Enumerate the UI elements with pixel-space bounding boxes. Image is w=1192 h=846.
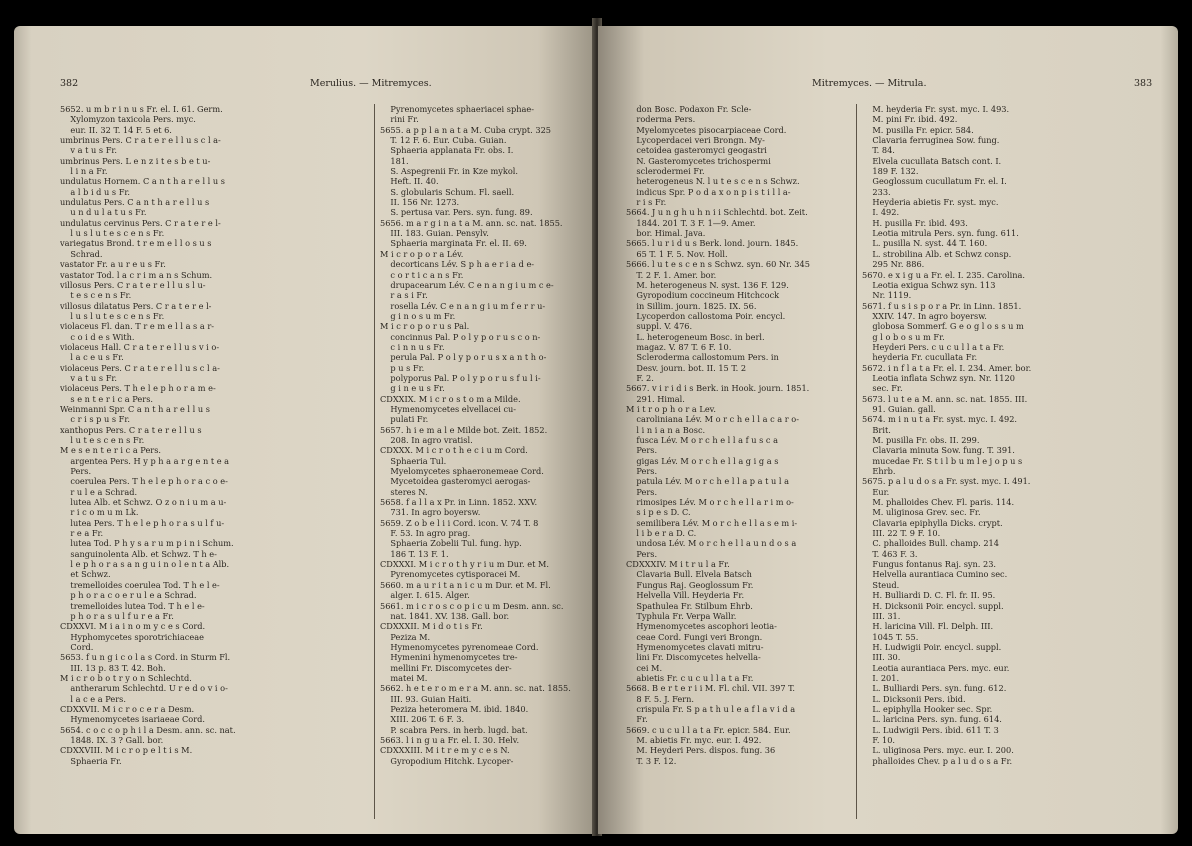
text-line: semilibera Lév. M o r c h e l l a s e m i- [626,517,798,528]
text-line: M. pusilla Fr. obs. II. 299. [862,435,980,445]
text-line: bor. Himal. Java. [626,228,706,239]
text-line: tremelloides coerulea Tod. T h e l e- [60,579,220,590]
text-line: gigas Lév. M o r c h e l l a g i g a s [626,455,779,466]
text-line: Helvella aurantiaca Cumino sec. [862,569,1008,580]
page-number-right: 383 [1134,78,1153,89]
text-line: undulatus Hornem. C a n t h a r e l l u s [60,176,225,187]
text-line: Steud. [862,579,900,590]
text-line: l a c e u s Fr. [60,352,124,363]
text-line: 5661. m i c r o s c o p i c u m Desm. ann. sc. [380,600,564,611]
text-line: Leotia inflata Schwz syn. Nr. 1120 [862,372,1015,383]
open-book [14,18,1178,836]
text-line: crispula Fr. S p a t h u l e a f l a v i d a [626,703,796,714]
text-line: c o i d e s With. [60,331,135,342]
left-column-1 [60,104,372,766]
text-line: l u s l u t e s c e n s Fr. [60,310,165,321]
text-line: perula Pal. P o l y p o r u s x a n t h o- [380,352,547,363]
text-line: CDXXVIII. M i c r o p e l t i s M. [60,745,193,756]
text-line: violaceus Hall. C r a t e r e l l u s v i o- [60,341,220,352]
text-line: H. laricina Vill. Fl. Delph. III. [862,621,994,632]
text-line: Weinmanni Spr. C a n t h a r e l l u s [60,403,210,414]
text-line: III. 22 T. 9 F. 10. [862,528,941,539]
text-line: 1045 T. 55. [862,631,919,642]
text-line: Geoglossum cucullatum Fr. el. I. [862,176,1007,187]
text-line: CDXXXIII. M i t r e m y c e s N. [380,745,510,756]
text-line: sanguinolenta Alb. et Schwz. T h e- [60,548,217,559]
text-line: l i n i a n a Bosc. [626,424,706,435]
text-line: I. 492. [862,207,900,218]
text-line: variegatus Brond. t r e m e l l o s u s [60,238,212,249]
text-line: 5656. m a r g i n a t a M. ann. sc. nat. 1855. [380,217,563,228]
text-line: 5657. h i e m a l e Milde bot. Zeit. 1852. [380,424,548,435]
text-line: Hymenomycetes ascophori leotia- [626,621,777,632]
text-line: CDXXXII. M i d o t i s Fr. [380,621,483,632]
text-line: heterogeneus N. l u t e s c e n s Schwz. [626,176,800,187]
text-line: Brit. [862,424,891,435]
text-line: rosella Lév. C e n a n g i u m f e r r u- [380,300,546,311]
text-line: indicus Spr. P o d a x o n p i s t i l l a- [626,186,791,197]
text-line: Pyrenomycetes cytisporacei M. [380,569,521,580]
text-line: 181. [380,155,409,166]
text-line: Eur. [862,486,890,497]
text-line: Hymenini hymenomycetes tre- [380,652,518,663]
right-column-1 [626,104,856,766]
text-line: Myelomycetes sphaeronemeae Cord. [380,466,544,477]
text-line: xanthopus Pers. C r a t e r e l l u s [60,424,202,435]
text-line: L. heterogeneum Bosc. in berl. [626,331,765,342]
text-line: l u t e s c e n s Fr. [60,435,145,445]
text-line: Typhula Fr. Verpa Wallr. [626,610,737,621]
text-line: M. uliginosa Grev. sec. Fr. [862,507,981,518]
text-line: Spathulea Fr. Stilbum Ehrb. [626,600,753,611]
text-line: CDXXXI. M i c r o t h y r i u m Dur. et M. [380,559,549,570]
text-line: 5659. Z o b e l i i Cord. icon. V. 74 T. 8 [380,517,539,528]
text-line: Leotia aurantiaca Pers. myc. eur. [862,662,1010,673]
text-line: rini Fr. [380,114,419,125]
text-line: violaceus Pers. T h e l e p h o r a m e- [60,383,216,394]
text-line: Pyrenomycetes sphaeriacei sphae- [380,104,534,114]
text-line: Pers. [626,445,658,456]
text-line: cetoidea gasteromyci geogastri [626,145,767,156]
text-line: l e p h o r a s a n g u i n o l e n t a Alb. [60,559,230,570]
text-line: M i t r o p h o r a Lev. [626,403,716,414]
text-line: 5658. f a l l a x Pr. in Linn. 1852. XXV. [380,497,538,508]
text-line: Schrad. [60,248,103,259]
text-line: lutea Tod. P h y s a r u m p i n i Schum. [60,538,234,549]
text-line: 189 F. 132. [862,166,919,177]
text-line: Hymenomycetes pyrenomeae Cord. [380,641,539,652]
text-line: Elvela cucullata Batsch cont. I. [862,155,1002,166]
text-line: antherarum Schlechtd. U r e d o v i o- [60,683,228,694]
text-line: 5665. l u r i d u s Berk. lond. journ. 1845. [626,238,799,249]
text-line: in Sillim. journ. 1825. IX. 56. [626,300,757,311]
text-line: ceae Cord. Fungi veri Brongn. [626,631,763,642]
text-line: r i c o m u m Lk. [60,507,139,518]
text-line: s i p e s D. C. [626,507,691,518]
text-line: sclerodermei Fr. [626,166,705,177]
text-line: Clavaria ferruginea Sow. fung. [862,135,1000,146]
text-line: pulati Fr. [380,414,429,425]
text-line: umbrinus Pers. L e n z i t e s b e t u- [60,155,211,166]
text-line: Sphaeria applanata Fr. obs. I. [380,145,514,156]
text-line: F. 2. [626,372,654,383]
text-line: sec. Fr. [862,383,903,394]
text-line: Leotia mitrula Pers. syn. fung. 611. [862,228,1019,239]
text-line: l i n a Fr. [60,166,108,177]
text-line: Desv. journ. bot. II. 15 T. 2 [626,362,747,373]
text-line: 208. In agro vratisl. [380,435,473,445]
text-line: l a c e a Pers. [60,693,126,704]
text-line: p h o r a s u l f u r e a Fr. [60,610,174,621]
text-line: patula Lév. M o r c h e l l a p a t u l a [626,476,790,487]
text-line: abietis Fr. c u c u l l a t a Fr. [626,672,754,683]
text-line: Scleroderma callostomum Pers. in [626,352,779,363]
text-line: 5652. u m b r i n u s Fr. el. I. 61. Germ. [60,104,223,114]
text-line: 91. Guian. gall. [862,403,936,414]
text-line: polyporus Pal. P o l y p o r u s f u l i- [380,372,541,383]
text-line: 5654. c o c c o p h i l a Desm. ann. sc. nat. [60,724,236,735]
text-line: p u s Fr. [380,362,425,373]
text-line: Clavaria epiphylla Dicks. crypt. [862,517,1003,528]
running-head-left: Merulius. — Mitremyces. [310,78,432,89]
page-number-left: 382 [60,78,79,89]
column-rule [856,104,857,819]
text-line: 1848. IX. 3 ? Gall. bor. [60,734,164,745]
text-line: steres N. [380,486,428,497]
text-line: don Bosc. Podaxon Fr. Scle- [626,104,752,114]
text-line: caroliniana Lév. M o r c h e l l a c a r o- [626,414,799,425]
text-line: M i c r o p o r u s Pal. [380,321,470,332]
text-line: 5673. l u t e a M. ann. sc. nat. 1855. III. [862,393,1028,404]
text-line: roderma Pers. [626,114,696,125]
text-line: g l o b o s u m Fr. [862,331,945,342]
text-line: villosus dilatatus Pers. C r a t e r e l- [60,300,212,311]
text-line: Cord. [60,641,94,652]
text-line: drupacearum Lév. C e n a n g i u m c e- [380,279,554,290]
text-line: undulatus Pers. C a n t h a r e l l u s [60,197,210,208]
text-line: CDXXXIV. M i t r u l a Fr. [626,559,730,570]
text-line: l u s l u t e s c e n s Fr. [60,228,165,239]
text-line: P. scabra Pers. in herb. lugd. bat. [380,724,528,735]
text-line: C. phalloides Bull. champ. 214 [862,538,999,549]
text-line: M. phalloides Chev. Fl. paris. 114. [862,497,1015,508]
text-line: Hymenomycetes elvellacei cu- [380,403,517,414]
text-line: r a s i Fr. [380,290,428,301]
text-line: 5675. p a l u d o s a Fr. syst. myc. I. 491. [862,476,1031,487]
text-line: F. 10. [862,734,896,745]
text-line: L. Bulliardi Pers. syn. fung. 612. [862,683,1007,694]
text-line: alger. I. 615. Alger. [380,590,470,601]
text-line: L. strobilina Alb. et Schwz consp. [862,248,1012,259]
text-line: M i c r o p o r a Lév. [380,248,464,259]
text-line: fusca Lév. M o r c h e l l a f u s c a [626,435,778,445]
text-line: 5663. l i n g u a Fr. el. I. 30. Helv. [380,734,520,745]
text-line: vastator Fr. a u r e u s Fr. [60,259,166,270]
text-line: u n d u l a t u s Fr. [60,207,147,218]
text-line: CDXXVI. M i a i n o m y c e s Cord. [60,621,206,632]
text-line: Gyropodium Hitchk. Lycoper- [380,755,514,766]
text-line: III. 93. Guian Haiti. [380,693,472,704]
text-line: matei M. [380,672,428,683]
text-line: r u l e a Schrad. [60,486,138,497]
text-line: Xylomyzon taxicola Pers. myc. [60,114,196,125]
text-line: r i s Fr. [626,197,667,208]
text-line: 233. [862,186,891,197]
text-line: Heyderia abietis Fr. syst. myc. [862,197,999,208]
right-page [598,26,1178,834]
text-line: Ehrb. [862,466,896,477]
text-line: T. 12 F. 6. Eur. Cuba. Guian. [380,135,507,146]
text-line: M. Heyderi Pers. dispos. fung. 36 [626,745,776,756]
text-line: Gyropodium coccineum Hitchcock [626,290,780,301]
text-line: Pers. [626,466,658,477]
text-line: tremelloides lutea Tod. T h e l e- [60,600,205,611]
text-line: Sphaeria Tul. [380,455,447,466]
text-line: phalloides Chev. p a l u d o s a Fr. [862,755,1013,766]
text-line: III. 30. [862,652,901,663]
text-line: CDXXVII. M i c r o c e r a Desm. [60,703,195,714]
running-head-right: Mitremyces. — Mitrula. [812,78,927,89]
text-line: L. pusilla N. syst. 44 T. 160. [862,238,988,249]
text-line: r e a Fr. [60,528,104,539]
text-line: heyderia Fr. cucullata Fr. [862,352,978,363]
text-line: Pers. [626,486,658,497]
text-line: 5670. e x i g u a Fr. el. I. 235. Carolina. [862,269,1025,280]
text-line: v a t u s Fr. [60,372,117,383]
text-line: Hyphomycetes sporotrichiaceae [60,631,204,642]
text-line: c i n n u s Fr. [380,341,445,352]
text-line: Lycoperdacei veri Brongn. My- [626,135,765,146]
text-line: suppl. V. 476. [626,321,693,332]
text-line: Peziza heteromera M. ibid. 1840. [380,703,529,714]
text-line: 5664. J u n g h u h n i i Schlechtd. bot. Zeit. [626,207,808,218]
text-line: nat. 1841. XV. 138. Gall. bor. [380,610,510,621]
text-line: Sphaeria marginata Fr. el. II. 69. [380,238,527,249]
text-line: II. 156 Nr. 1273. [380,197,460,208]
text-line: N. Gasteromycetes trichospermi [626,155,771,166]
text-line: III. 31. [862,610,901,621]
text-line: magaz. V. 87 T. 6 F. 10. [626,341,732,352]
text-line: violaceus Fl. dan. T r e m e l l a s a r- [60,321,215,332]
text-line: T. 3 F. 12. [626,755,677,766]
text-line: 291. Himal. [626,393,685,404]
text-line: g i n o s u m Fr. [380,310,456,321]
text-line: H. pusilla Fr. ibid. 493. [862,217,968,228]
text-line: g i n e u s Fr. [380,383,445,394]
text-line: coerulea Pers. T h e l e p h o r a c o e- [60,476,228,487]
text-line: 5655. a p p l a n a t a M. Cuba crypt. 325 [380,124,551,135]
text-line: undosa Lév. M o r c h e l l a u n d o s a [626,538,797,549]
text-line: 1844. 201 T. 3 F. 1—9. Amer. [626,217,756,228]
left-page [14,26,596,834]
text-line: cei M. [626,662,663,673]
text-line: lutea Alb. et Schwz. O z o n i u m a u- [60,497,227,508]
text-line: M. abietis Fr. myc. eur. I. 492. [626,734,762,745]
text-line: 65 T. 1 F. 5. Nov. Holl. [626,248,728,259]
text-line: mellini Fr. Discomycetes der- [380,662,512,673]
left-column-2 [380,104,576,766]
text-line: 5669. c u c u l l a t a Fr. epicr. 584. Eur. [626,724,791,735]
text-line: T. 463 F. 3. [862,548,918,559]
column-rule [374,104,375,819]
text-line: M. heyderia Fr. syst. myc. I. 493. [862,104,1010,114]
text-line: M e s e n t e r i c a Pers. [60,445,162,456]
text-line: M. heterogeneus N. syst. 136 F. 129. [626,279,789,290]
text-line: l i b e r a D. C. [626,528,697,539]
text-line: L. epiphylla Hooker sec. Spr. [862,703,993,714]
text-line: et Schwz. [60,569,111,580]
text-line: 8 F. 5. J. Fern. [626,693,694,704]
text-line: s e n t e r i c a Pers. [60,393,153,404]
text-line: T. 2 F. 1. Amer. bor. [626,269,717,280]
text-line: violaceus Pers. C r a t e r e l l u s c l a- [60,362,220,373]
text-line: 5668. B e r t e r i i M. Fl. chil. VII. 397 T. [626,683,795,694]
text-line: 5662. h e t e r o m e r a M. ann. sc. nat. 1855. [380,683,571,694]
text-line: Fr. [626,714,648,725]
text-line: Peziza M. [380,631,431,642]
text-line: Fungus fontanus Raj. syn. 23. [862,559,997,570]
text-line: H. Ludwigii Poir. encycl. suppl. [862,641,1002,652]
text-line: p h o r a c o e r u l e a Schrad. [60,590,197,601]
text-line: H. Dicksonii Poir. encycl. suppl. [862,600,1004,611]
text-line: Nr. 1119. [862,290,912,301]
text-line: S. Aspegrenii Fr. in Kze mykol. [380,166,519,177]
text-line: c o r t i c a n s Fr. [380,269,464,280]
text-line: 5653. f u n g i c o l a s Cord. in Sturm Fl. [60,652,231,663]
text-line: I. 201. [862,672,900,683]
text-line: CDXXIX. M i c r o s t o m a Milde. [380,393,521,404]
text-line: 295 Nr. 886. [862,259,925,270]
text-line: T. 84. [862,145,895,156]
text-line: lutea Pers. T h e l e p h o r a s u l f u- [60,517,225,528]
text-line: S. globularis Schum. Fl. saell. [380,186,515,197]
text-line: III. 183. Guian. Pensylv. [380,228,489,239]
text-line: Leotia exigua Schwz syn. 113 [862,279,996,290]
text-line: L. Ludwigii Pers. ibid. 611 T. 3 [862,724,999,735]
text-line: lini Fr. Discomycetes helvella- [626,652,761,663]
text-line: CDXXX. M i c r o t h e c i u m Cord. [380,445,528,456]
text-line: 5672. i n f l a t a Fr. el. I. 234. Amer. bor. [862,362,1032,373]
text-line: 5667. v i r i d i s Berk. in Hook. journ. 1851. [626,383,810,394]
text-line: decorticans Lév. S p h a e r i a d e- [380,259,535,270]
text-line: villosus Pers. C r a t e r e l l u s l u- [60,279,206,290]
text-line: rimosipes Lév. M o r c h e l l a r i m o- [626,497,794,508]
text-line: Pers. [60,466,92,477]
text-line: vastator Tod. l a c r i m a n s Schum. [60,269,213,280]
text-line: t e s c e n s Fr. [60,290,132,301]
text-line: 5674. m i n u t a Fr. syst. myc. I. 492. [862,414,1018,425]
text-line: 186 T. 13 F. 1. [380,548,449,559]
text-line: III. 13 p. 83 T. 42. Boh. [60,662,166,673]
text-line: 731. In agro boyersw. [380,507,481,518]
text-line: v a t u s Fr. [60,145,117,156]
text-line: Heft. II. 40. [380,176,439,187]
text-line: Mycetoidea gasteromyci aerogas- [380,476,531,487]
text-line: globosa Sommerf. G e o g l o s s u m [862,321,1024,332]
text-line: M. pini Fr. ibid. 492. [862,114,958,125]
text-line: Helvella Vill. Heyderia Fr. [626,590,745,601]
text-line: concinnus Pal. P o l y p o r u s c o n- [380,331,541,342]
text-line: Fungus Raj. Geoglossum Fr. [626,579,754,590]
text-line: XIII. 206 T. 6 F. 3. [380,714,465,725]
text-line: mucedae Fr. S t i l b u m l e j o p u s [862,455,1023,466]
text-line: Clavaria Bull. Elvela Batsch [626,569,752,580]
text-line: Myelomycetes pisocarpiaceae Cord. [626,124,787,135]
text-line: umbrinus Pers. C r a t e r e l l u s c l a- [60,135,221,146]
text-line: Heyderi Pers. c u c u l l a t a Fr. [862,341,1005,352]
text-line: Pers. [626,548,658,559]
text-line: M i c r o b o t r y o n Schlechtd. [60,672,192,683]
text-line: S. pertusa var. Pers. syn. fung. 89. [380,207,533,218]
text-line: eur. II. 32 T. 14 F. 5 et 6. [60,124,172,135]
text-line: argentea Pers. H y p h a a r g e n t e a [60,455,230,466]
text-line: Hymenomycetes clavati mitru- [626,641,764,652]
text-line: F. 53. In agro prag. [380,528,471,539]
text-line: Sphaeria Zobelii Tul. fung. hyp. [380,538,522,549]
text-line: 5671. f u s i s p o r a Pr. in Linn. 1851. [862,300,1022,311]
text-line: a l b i d u s Fr. [60,186,131,197]
text-line: 5666. l u t e s c e n s Schwz. syn. 60 Nr. 345 [626,259,810,270]
text-line: 5660. m a u r i t a n i c u m Dur. et M. Fl. [380,579,551,590]
text-line: L. laricina Pers. syn. fung. 614. [862,714,1002,725]
text-line: Sphaeria Fr. [60,755,122,766]
text-line: H. Bulliardi D. C. Fl. fr. II. 95. [862,590,996,601]
text-line: XXIV. 147. In agro boyersw. [862,310,987,321]
text-line: c r i s p u s Fr. [60,414,130,425]
text-line: M. pusilla Fr. epicr. 584. [862,124,974,135]
text-line: L. uliginosa Pers. myc. eur. I. 200. [862,745,1014,756]
text-line: undulatus cervinus Pers. C r a t e r e l- [60,217,221,228]
text-line: L. Dicksonii Pers. ibid. [862,693,966,704]
text-line: Hymenomycetes isariaeae Cord. [60,714,205,725]
right-column-2 [862,104,1152,766]
text-line: Lycoperdon callostoma Poir. encycl. [626,310,786,321]
text-line: Clavaria minuta Sow. fung. T. 391. [862,445,1015,456]
